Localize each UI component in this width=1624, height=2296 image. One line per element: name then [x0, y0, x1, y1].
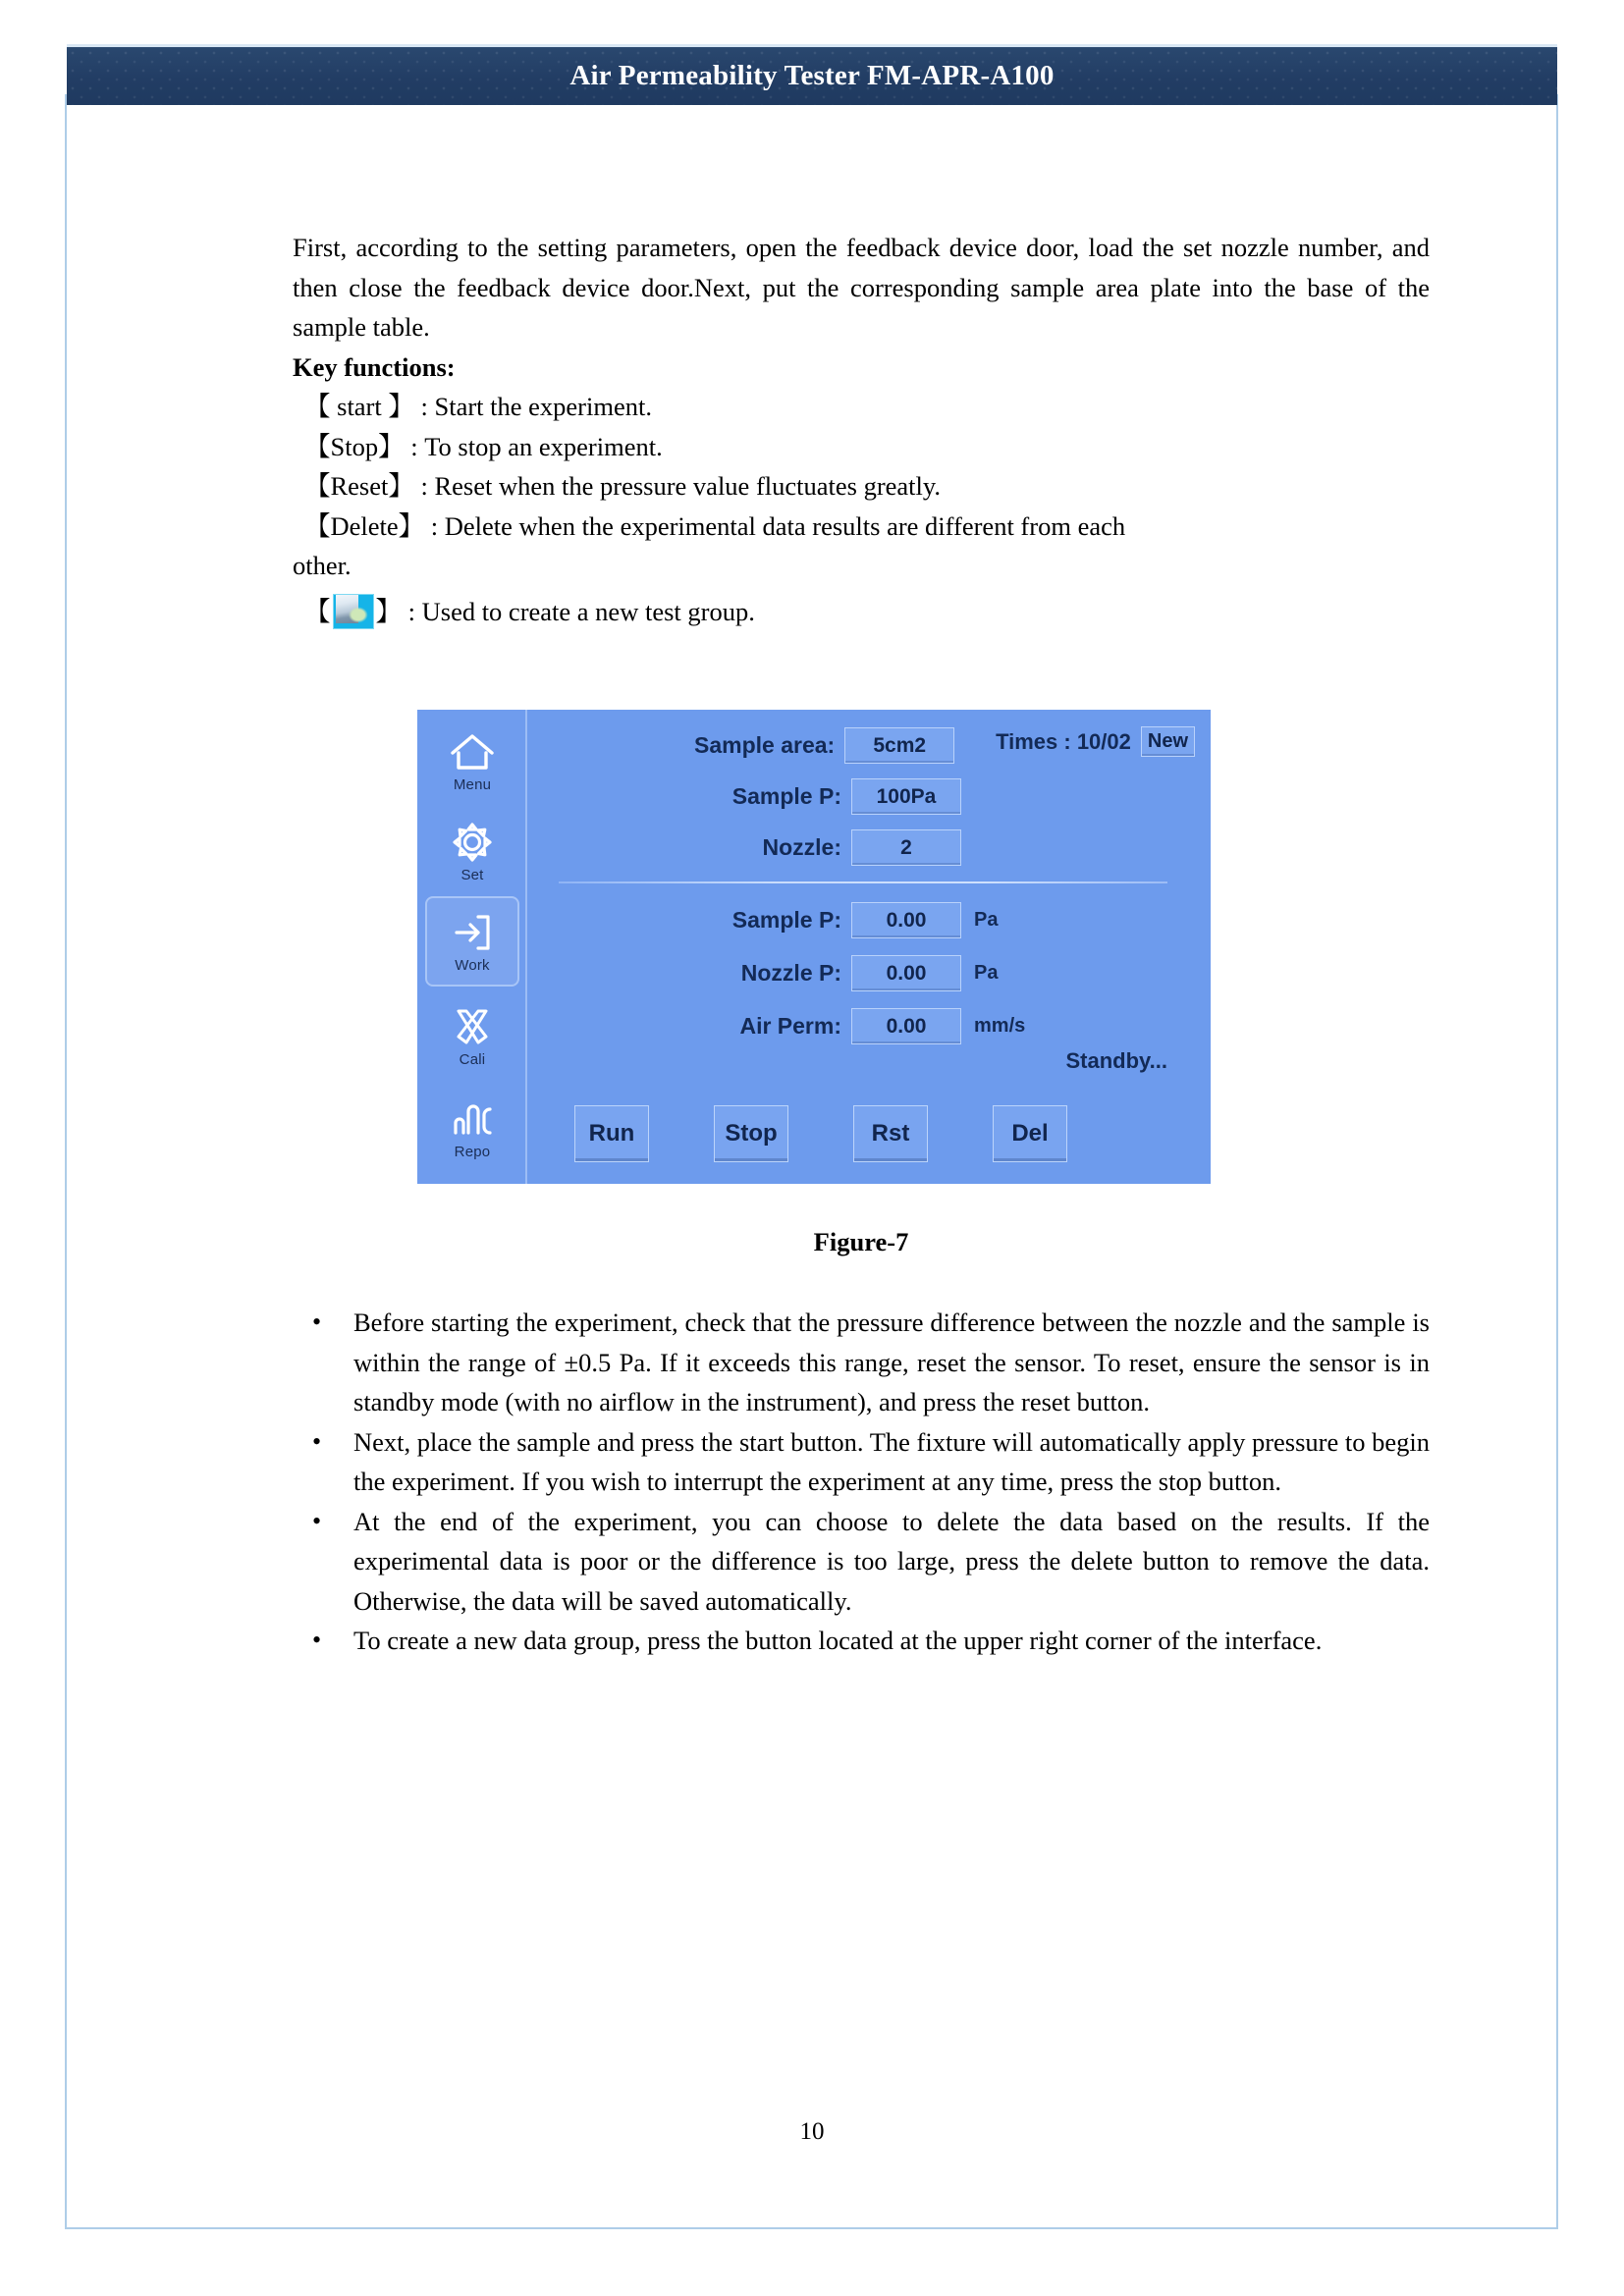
list-item: • To create a new data group, press the button located at the upper right corner of the interface. — [293, 1621, 1430, 1661]
bracket-close: 】 — [378, 431, 405, 461]
key-function-reset — [293, 466, 1430, 507]
key-functions-heading: Key functions: — [293, 351, 456, 382]
air-perm-reading-unit: mm/s — [974, 1015, 1026, 1037]
nozzle-setting-row — [694, 829, 961, 866]
intro-paragraph: First, according to the setting parameters, open the feedback device door, load the set nozzle number, and then close the feedback device door.Next, put the corresponding sample area plate into the base of the sample table. — [293, 233, 1430, 342]
sample-area-label: Sample area: — [694, 732, 836, 758]
sidebar-item-repo[interactable] — [425, 1083, 519, 1173]
nozzle-pressure-reading-row — [710, 955, 998, 991]
key-function-desc: : To stop an experiment. — [410, 431, 663, 461]
device-sidebar — [417, 710, 527, 1184]
list-item: • Before starting the experiment, check that the pressure difference between the nozzle and the sample is within the range of ±0.5 Pa. If it exceeds this range, reset the sensor. To reset, ensure the sensor is in standby mode (with no airflow in the instrument), and press the reset button. — [293, 1303, 1430, 1422]
device-button-row — [574, 1105, 1193, 1162]
key-function-desc: : Delete when the experimental data results are different from each — [430, 510, 1126, 541]
key-function-delete-overflow: other. — [293, 551, 352, 580]
bracket-open: 【 — [304, 392, 331, 421]
new-group-button[interactable]: New — [1141, 726, 1195, 757]
key-function-stop — [293, 427, 1430, 467]
sidebar-item-label: Work — [455, 957, 490, 974]
sample-pressure-reading-value: 0.00 — [851, 902, 961, 938]
sidebar-item-label: Menu — [453, 776, 492, 793]
bracket-close: 】 — [388, 471, 414, 501]
status-badge: Standby... — [1065, 1048, 1167, 1073]
nozzle-pressure-reading-value: 0.00 — [851, 955, 961, 991]
device-screen — [417, 710, 1211, 1184]
sidebar-item-label: Set — [460, 867, 484, 883]
sample-area-value[interactable]: 5cm2 — [844, 727, 954, 764]
sidebar-item-menu[interactable] — [425, 716, 519, 806]
sample-pressure-reading-row — [710, 902, 998, 938]
air-perm-reading-label: Air Perm: — [739, 1013, 841, 1039]
times-row — [996, 726, 1195, 757]
key-function-start — [293, 387, 1430, 427]
nozzle-setting-label: Nozzle: — [762, 834, 841, 860]
bracket-close: 】 — [388, 392, 414, 421]
page-number: 10 — [799, 2118, 825, 2145]
reset-button[interactable]: Rst — [853, 1105, 928, 1162]
page-header-banner — [67, 44, 1557, 105]
bracket-open: 【 — [304, 431, 331, 461]
nozzle-pressure-reading-label: Nozzle P: — [740, 960, 841, 986]
sample-pressure-setting-row — [694, 778, 961, 815]
sample-pressure-reading-unit: Pa — [974, 909, 999, 931]
key-function-desc: : Used to create a new test group. — [407, 596, 755, 626]
bracket-open: 【 — [304, 471, 331, 501]
sample-pressure-reading-label: Sample P: — [731, 907, 841, 933]
instruction-bullet-list — [293, 1303, 1430, 1661]
bracket-open: 【 — [304, 510, 331, 541]
key-function-delete — [293, 507, 1430, 547]
sidebar-item-cali[interactable] — [425, 990, 519, 1081]
air-perm-reading-value: 0.00 — [851, 1008, 961, 1044]
sidebar-item-work[interactable] — [425, 896, 519, 987]
key-function-desc: : Reset when the pressure value fluctuates greatly. — [420, 471, 942, 501]
nozzle-setting-value[interactable]: 2 — [851, 829, 961, 866]
figure-7-image — [417, 710, 1211, 1184]
gear-icon — [447, 819, 498, 866]
report-chart-icon — [447, 1095, 498, 1143]
key-function-name: Delete — [330, 510, 399, 541]
sidebar-item-label: Repo — [454, 1144, 491, 1160]
air-perm-reading-row — [710, 1008, 1025, 1044]
key-function-desc: : Start the experiment. — [420, 392, 652, 421]
document-content — [293, 228, 1430, 631]
list-item: • At the end of the experiment, you can choose to delete the data based on the results. If the experimental data is poor or the difference is too large, press the delete button to remove the data. Otherwise, the data will be saved automatically. — [293, 1502, 1430, 1622]
sample-pressure-setting-label: Sample P: — [731, 783, 841, 809]
bracket-close: 】 — [398, 510, 425, 541]
new-test-group-icon — [333, 594, 374, 629]
delete-button[interactable]: Del — [993, 1105, 1067, 1162]
run-button[interactable]: Run — [574, 1105, 649, 1162]
login-arrow-icon — [447, 909, 498, 956]
page-title: Air Permeability Tester FM-APR-A100 — [569, 60, 1055, 91]
key-function-name: start — [330, 392, 389, 421]
bracket-open: 【 — [304, 596, 331, 626]
bracket-close: 】 — [375, 596, 402, 626]
sidebar-item-set[interactable] — [425, 806, 519, 896]
key-function-name: Stop — [330, 431, 379, 461]
nozzle-pressure-reading-unit: Pa — [974, 962, 999, 984]
times-label: Times : 10/02 — [996, 728, 1131, 754]
device-main-panel — [527, 710, 1211, 1184]
panel-divider — [559, 881, 1167, 883]
sample-area-row — [694, 727, 954, 764]
list-item: • Next, place the sample and press the start button. The fixture will automatically apply pressure to begin the experiment. If you wish to interrupt the experiment at any time, press the stop button. — [293, 1422, 1430, 1502]
figure-caption: Figure-7 — [813, 1227, 909, 1256]
stop-button[interactable]: Stop — [714, 1105, 788, 1162]
calibration-icon — [447, 1003, 498, 1050]
home-icon — [447, 728, 498, 775]
sample-pressure-setting-value[interactable]: 100Pa — [851, 778, 961, 815]
key-function-new-group — [293, 592, 1430, 632]
sidebar-item-label: Cali — [459, 1051, 486, 1068]
key-function-name: Reset — [330, 471, 389, 501]
